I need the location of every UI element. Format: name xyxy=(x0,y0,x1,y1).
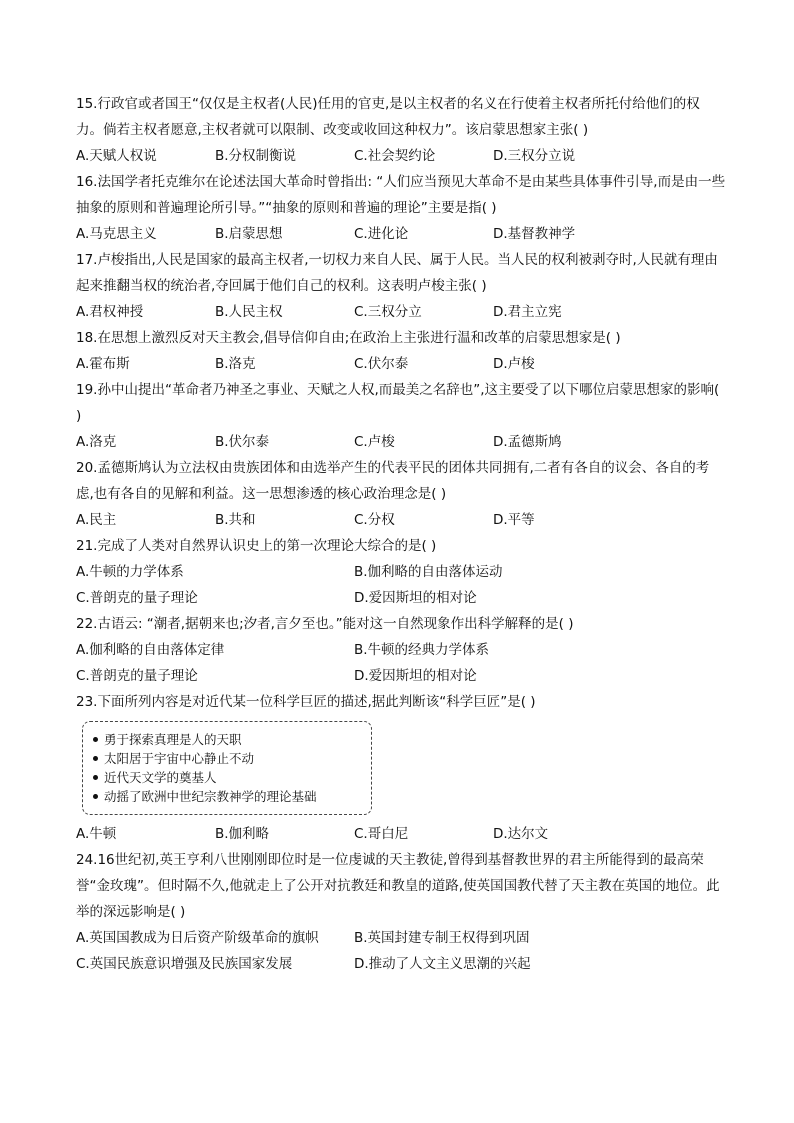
bullet-icon xyxy=(93,775,98,780)
question-stem: 21.完成了人类对自然界认识史上的第一次理论大综合的是( ) xyxy=(76,538,437,554)
option-a: A.牛顿的力学体系 xyxy=(76,564,184,580)
option-b: B.分权制衡说 xyxy=(215,148,297,164)
option-d: D.推动了人文主义思潮的兴起 xyxy=(354,956,531,972)
option-a: A.伽利略的自由落体定律 xyxy=(76,642,225,658)
option-c: C.哥白尼 xyxy=(354,826,409,842)
option-c: C.普朗克的量子理论 xyxy=(76,668,198,684)
bullet-icon xyxy=(93,794,98,799)
option-d: D.卢梭 xyxy=(493,356,535,372)
option-d: D.三权分立说 xyxy=(493,148,576,164)
option-b: B.洛克 xyxy=(215,356,256,372)
option-d: D.平等 xyxy=(493,512,535,528)
question-16 xyxy=(76,169,726,247)
option-b: B.人民主权 xyxy=(215,304,283,320)
question-stem: 24.16世纪初,英王亨利八世刚刚即位时是一位虔诚的天主教徒,曾得到基督教世界的君主所能得到的最高荣誉“金玫瑰”。但时隔不久,他就走上了公开对抗教廷和教皇的道路,使英国国教代替了天主教在英国的地位。此举的深远影响是( ) xyxy=(76,852,720,920)
description-text: 近代天文学的奠基人 xyxy=(104,770,217,785)
option-b: B.英国封建专制王权得到巩固 xyxy=(354,930,530,946)
options-row xyxy=(76,143,726,169)
description-item xyxy=(93,787,361,806)
options-row xyxy=(76,429,726,455)
option-c: C.分权 xyxy=(354,512,395,528)
description-item xyxy=(93,749,361,768)
question-stem: 17.卢梭指出,人民是国家的最高主权者,一切权力来自人民、属于人民。当人民的权利被剥夺时,人民就有理由起来推翻当权的统治者,夺回属于他们自己的权利。这表明卢梭主张( ) xyxy=(76,252,718,294)
options-row xyxy=(76,351,726,377)
options-grid xyxy=(76,925,726,977)
question-stem: 23.下面所列内容是对近代某一位科学巨匠的描述,据此判断该“科学巨匠”是( ) xyxy=(76,694,536,710)
option-d: D.君主立宪 xyxy=(493,304,562,320)
options-grid xyxy=(76,637,726,689)
option-d: D.孟德斯鸠 xyxy=(493,434,562,450)
option-b: B.伏尔泰 xyxy=(215,434,270,450)
question-stem: 18.在思想上激烈反对天主教会,倡导信仰自由;在政治上主张进行温和改革的启蒙思想家是( ) xyxy=(76,330,621,346)
option-c: C.进化论 xyxy=(354,226,409,242)
option-a: A.牛顿 xyxy=(76,826,117,842)
description-text: 太阳居于宇宙中心静止不动 xyxy=(104,751,255,766)
question-21 xyxy=(76,533,726,611)
option-c: C.英国民族意识增强及民族国家发展 xyxy=(76,956,293,972)
options-row xyxy=(76,299,726,325)
options-row xyxy=(76,821,726,847)
option-b: B.共和 xyxy=(215,512,256,528)
option-d: D.基督教神学 xyxy=(493,226,576,242)
option-b: B.伽利略 xyxy=(215,826,270,842)
question-17 xyxy=(76,247,726,325)
option-a: A.英国国教成为日后资产阶级革命的旗帜 xyxy=(76,930,319,946)
question-stem: 15.行政官或者国王“仅仅是主权者(人民)任用的官吏,是以主权者的名义在行使着主权者所托付给他们的权力。倘若主权者愿意,主权者就可以限制、改变或收回这种权力”。该启蒙思想家主张( ) xyxy=(76,96,700,138)
option-c: C.卢梭 xyxy=(354,434,395,450)
option-a: A.霍布斯 xyxy=(76,356,130,372)
option-a: A.民主 xyxy=(76,512,117,528)
bullet-icon xyxy=(93,737,98,742)
bullet-icon xyxy=(93,756,98,761)
option-c: C.伏尔泰 xyxy=(354,356,409,372)
question-stem: 16.法国学者托克维尔在论述法国大革命时曾指出: “人们应当预见大革命不是由某些具体事件引导,而是由一些抽象的原则和普遍理论所引导。”“抽象的原则和普遍的理论”主要是指( ) xyxy=(76,174,726,216)
option-c: C.社会契约论 xyxy=(354,148,436,164)
option-d: D.爱因斯坦的相对论 xyxy=(354,668,477,684)
description-text: 勇于探索真理是人的天职 xyxy=(104,732,242,747)
option-a: A.马克思主义 xyxy=(76,226,157,242)
question-22 xyxy=(76,611,726,689)
question-20 xyxy=(76,455,726,533)
question-stem: 20.孟德斯鸠认为立法权由贵族团体和由选举产生的代表平民的团体共同拥有,二者有各自的议会、各自的考虑,也有各自的见解和利益。这一思想渗透的核心政治理念是( ) xyxy=(76,460,710,502)
option-b: B.启蒙思想 xyxy=(215,226,283,242)
option-c: C.三权分立 xyxy=(354,304,422,320)
description-item xyxy=(93,768,361,787)
option-a: A.君权神授 xyxy=(76,304,144,320)
question-23 xyxy=(76,689,726,847)
description-text: 动摇了欧洲中世纪宗教神学的理论基础 xyxy=(104,789,317,804)
option-d: D.达尔文 xyxy=(493,826,549,842)
question-19 xyxy=(76,377,726,455)
option-b: B.伽利略的自由落体运动 xyxy=(354,564,503,580)
option-a: A.洛克 xyxy=(76,434,117,450)
option-c: C.普朗克的量子理论 xyxy=(76,590,198,606)
question-15 xyxy=(76,91,726,169)
option-d: D.爱因斯坦的相对论 xyxy=(354,590,477,606)
options-grid xyxy=(76,559,726,611)
option-b: B.牛顿的经典力学体系 xyxy=(354,642,490,658)
question-stem: 19.孙中山提出“革命者乃神圣之事业、天赋之人权,而最美之名辞也”,这主要受了以下哪位启蒙思想家的影响( ) xyxy=(76,382,720,424)
description-item xyxy=(93,730,361,749)
question-18 xyxy=(76,325,726,377)
question-list xyxy=(76,91,726,977)
options-row xyxy=(76,507,726,533)
option-a: A.天赋人权说 xyxy=(76,148,157,164)
question-stem: 22.古语云: “潮者,据朝来也;汐者,言夕至也。”能对这一自然现象作出科学解释的是( ) xyxy=(76,616,574,632)
description-box xyxy=(82,721,372,815)
question-24 xyxy=(76,847,726,977)
options-row xyxy=(76,221,726,247)
